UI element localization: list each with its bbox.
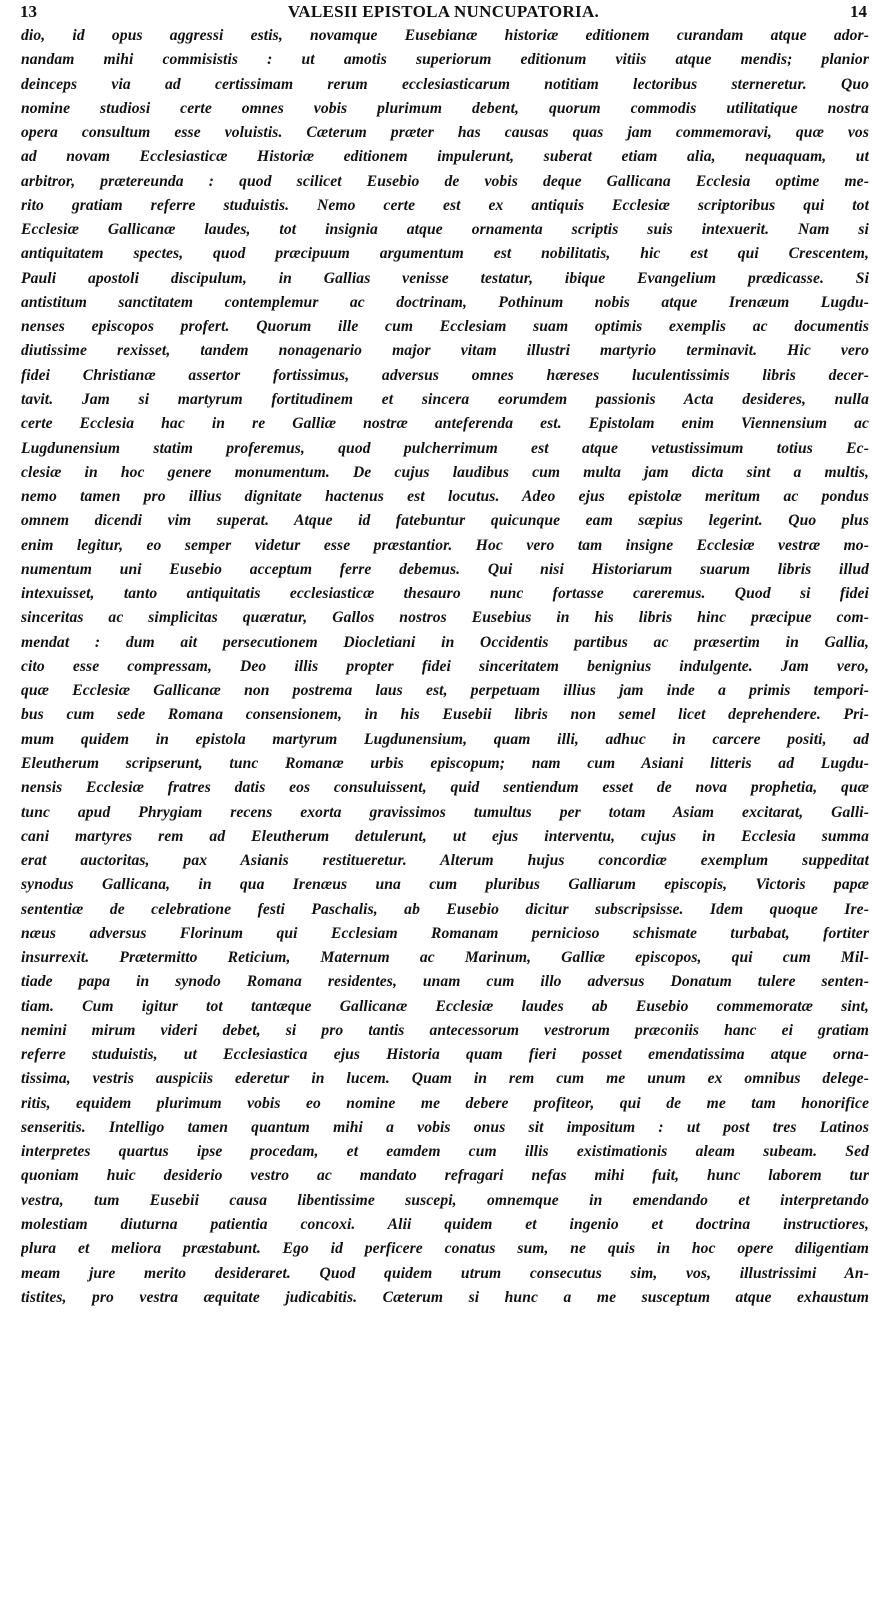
text-line: erat auctoritas, pax Asianis restitueretur. Alterum hujus concordiæ exemplum suppeditat [21,852,869,870]
text-line: nensis Ecclesiæ fratres datis eos consuluissent, quid sentiendum esset de nova prophetia, quæ [21,779,869,797]
text-line: plura et meliora præstabunt. Ego id perficere conatus sum, ne quis in hoc opere diligentiam [21,1240,869,1258]
text-line: nomine studiosi certe omnes vobis plurimum debent, quorum commodis utilitatique nostra [21,99,869,117]
text-line: nenses episcopos profert. Quorum ille cum Ecclesiam suam optimis exemplis ac documentis [21,318,869,336]
page-number-left: 13 [20,2,37,21]
text-line: intexuisset, tanto antiquitatis ecclesiasticæ thesauro nunc fortasse careremus. Quod si fidei [21,585,869,603]
text-line: deinceps via ad certissimam rerum ecclesiasticarum notitiam lectoribus sterneretur. Quo [21,75,869,93]
text-line: sinceritas ac simplicitas quæratur, Gallos nostros Eusebius in his libris hinc præcipue com- [21,609,869,627]
running-header [20,2,867,26]
body-text [21,24,869,1310]
text-line: nemo tamen pro illius dignitate hactenus est locutus. Adeo ejus epistolæ meritum ac pondus [21,488,869,506]
text-line: tavit. Jam si martyrum fortitudinem et sincera eorumdem passionis Acta desideres, nulla [21,390,869,408]
text-line: tiam. Cum igitur tot tantæque Gallicanæ Ecclesiæ laudes ab Eusebio commemoratæ sint, [21,997,869,1015]
text-line: Eleutherum scripserunt, tunc Romanæ urbis episcopum; nam cum Asiani litteris ad Lugdu- [21,754,869,772]
text-line: fidei Christianæ assertor fortissimus, adversus omnes hæreses luculentissimis libris decer- [21,366,869,384]
text-line: opera consultum esse voluistis. Cæterum præter has causas quas jam commemoravi, quæ vos [21,124,869,142]
text-line: vestra, tum Eusebii causa libentissime suscepi, omnemque in emendando et interpretando [21,1191,869,1209]
text-line: ad novam Ecclesiasticæ Historiæ editionem impulerunt, suberat etiam alia, nequaquam, ut [21,148,869,166]
text-line: Pauli apostoli discipulum, in Gallias venisse testatur, ibique Evangelium prædicasse. Si [21,269,869,287]
text-line: senseritis. Intelligo tamen quantum mihi a vobis onus sit impositum : ut post tres Latinos [21,1118,869,1136]
text-line: arbitror, prætereunda : quod scilicet Eusebio de vobis deque Gallicana Ecclesia optime me- [21,172,869,190]
text-line: quæ Ecclesiæ Gallicanæ non postrema laus est, perpetuam illius jam inde a primis tempori- [21,682,869,700]
text-line: tiade papa in synodo Romana residentes, unam cum illo adversus Donatum tulere senten- [21,973,869,991]
text-line: mendat : dum ait persecutionem Diocletiani in Occidentis partibus ac præsertim in Gallia, [21,633,869,651]
running-title: VALESII EPISTOLA NUNCUPATORIA. [287,2,600,21]
text-line: insurrexit. Prætermitto Reticium, Maternum ac Marinum, Galliæ episcopos, qui cum Mil- [21,949,869,967]
text-line: antiquitatem spectes, quod præcipuum argumentum est nobilitatis, hic est qui Crescentem, [21,245,869,263]
text-line: mum quidem in epistola martyrum Lugdunensium, quam illi, adhuc in carcere positi, ad [21,730,869,748]
text-line: Lugdunensium statim proferemus, quod pulcherrimum est atque vetustissimum totius Ec- [21,439,869,457]
text-line: næus adversus Florinum qui Ecclesiam Romanam pernicioso schismate turbabat, fortiter [21,924,869,942]
text-line: meam jure merito desideraret. Quod quidem utrum consecutus sim, vos, illustrissimi An- [21,1264,869,1282]
text-line: quoniam huic desiderio vestro ac mandato refragari nefas mihi fuit, hunc laborem tur [21,1167,869,1185]
text-line: antistitum sanctitatem contemplemur ac doctrinam, Pothinum nobis atque Irenæum Lugdu- [21,293,869,311]
text-line: synodus Gallicana, in qua Irenæus una cum pluribus Galliarum episcopis, Victoris papæ [21,876,869,894]
text-line: molestiam diuturna patientia concoxi. Alii quidem et ingenio et doctrina instructiores, [21,1216,869,1234]
text-line: ritis, equidem plurimum vobis eo nomine me debere profiteor, qui de me tam honorifice [21,1094,869,1112]
text-line: referre studuistis, ut Ecclesiastica ejus Historia quam fieri posset emendatissima atque orna- [21,1046,869,1064]
text-line: Ecclesiæ Gallicanæ laudes, tot insignia atque ornamenta scriptis suis intexuerit. Nam si [21,221,869,239]
text-line: tunc apud Phrygiam recens exorta gravissimos tumultus per totam Asiam excitarat, Galli- [21,803,869,821]
text-line: numentum uni Eusebio acceptum ferre debemus. Qui nisi Historiarum suarum libris illud [21,560,869,578]
text-line: omnem dicendi vim superat. Atque id fatebuntur quicunque eam sæpius legerint. Quo plus [21,512,869,530]
page-number-right: 14 [850,2,867,21]
text-line: nemini mirum videri debet, si pro tantis antecessorum vestrorum præconiis hanc ei gratiam [21,1021,869,1039]
text-line: tistites, pro vestra æquitate judicabitis. Cæterum si hunc a me susceptum atque exhaustum [21,1288,869,1306]
text-line: nandam mihi commisistis : ut amotis superiorum editionum vitiis atque mendis; planior [21,51,869,69]
text-line: bus cum sede Romana consensionem, in his Eusebii libris non semel licet deprehendere. Pri- [21,706,869,724]
text-line: interpretes quartus ipse procedam, et eamdem cum illis existimationis aleam subeam. Sed [21,1143,869,1161]
text-line: rito gratiam referre studuistis. Nemo certe est ex antiquis Ecclesiæ scriptoribus qui tot [21,196,869,214]
text-line: sententiæ de celebratione festi Paschalis, ab Eusebio dicitur subscripsisse. Idem quoque Ire- [21,900,869,918]
text-line: certe Ecclesia hac in re Galliæ nostræ anteferenda est. Epistolam enim Viennensium ac [21,415,869,433]
text-line: dio, id opus aggressi estis, novamque Eusebianæ historiæ editionem curandam atque ador- [21,27,869,44]
text-line: diutissime rexisset, tandem nonagenario major vitam illustri martyrio terminavit. Hic vero [21,342,869,360]
text-line: cani martyres rem ad Eleutherum detulerunt, ut ejus interventu, cujus in Ecclesia summa [21,827,869,845]
text-line: tissima, vestris auspiciis ederetur in lucem. Quam in rem cum me unum ex omnibus delege- [21,1070,869,1088]
text-line: cito esse compressam, Deo illis propter fidei sinceritatem benignius indulgente. Jam vero, [21,657,869,675]
text-line: enim legitur, eo semper videtur esse præstantior. Hoc vero tam insigne Ecclesiæ vestræ mo- [21,536,869,554]
text-line: clesiæ in hoc genere monumentum. De cujus laudibus cum multa jam dicta sint a multis, [21,463,869,481]
